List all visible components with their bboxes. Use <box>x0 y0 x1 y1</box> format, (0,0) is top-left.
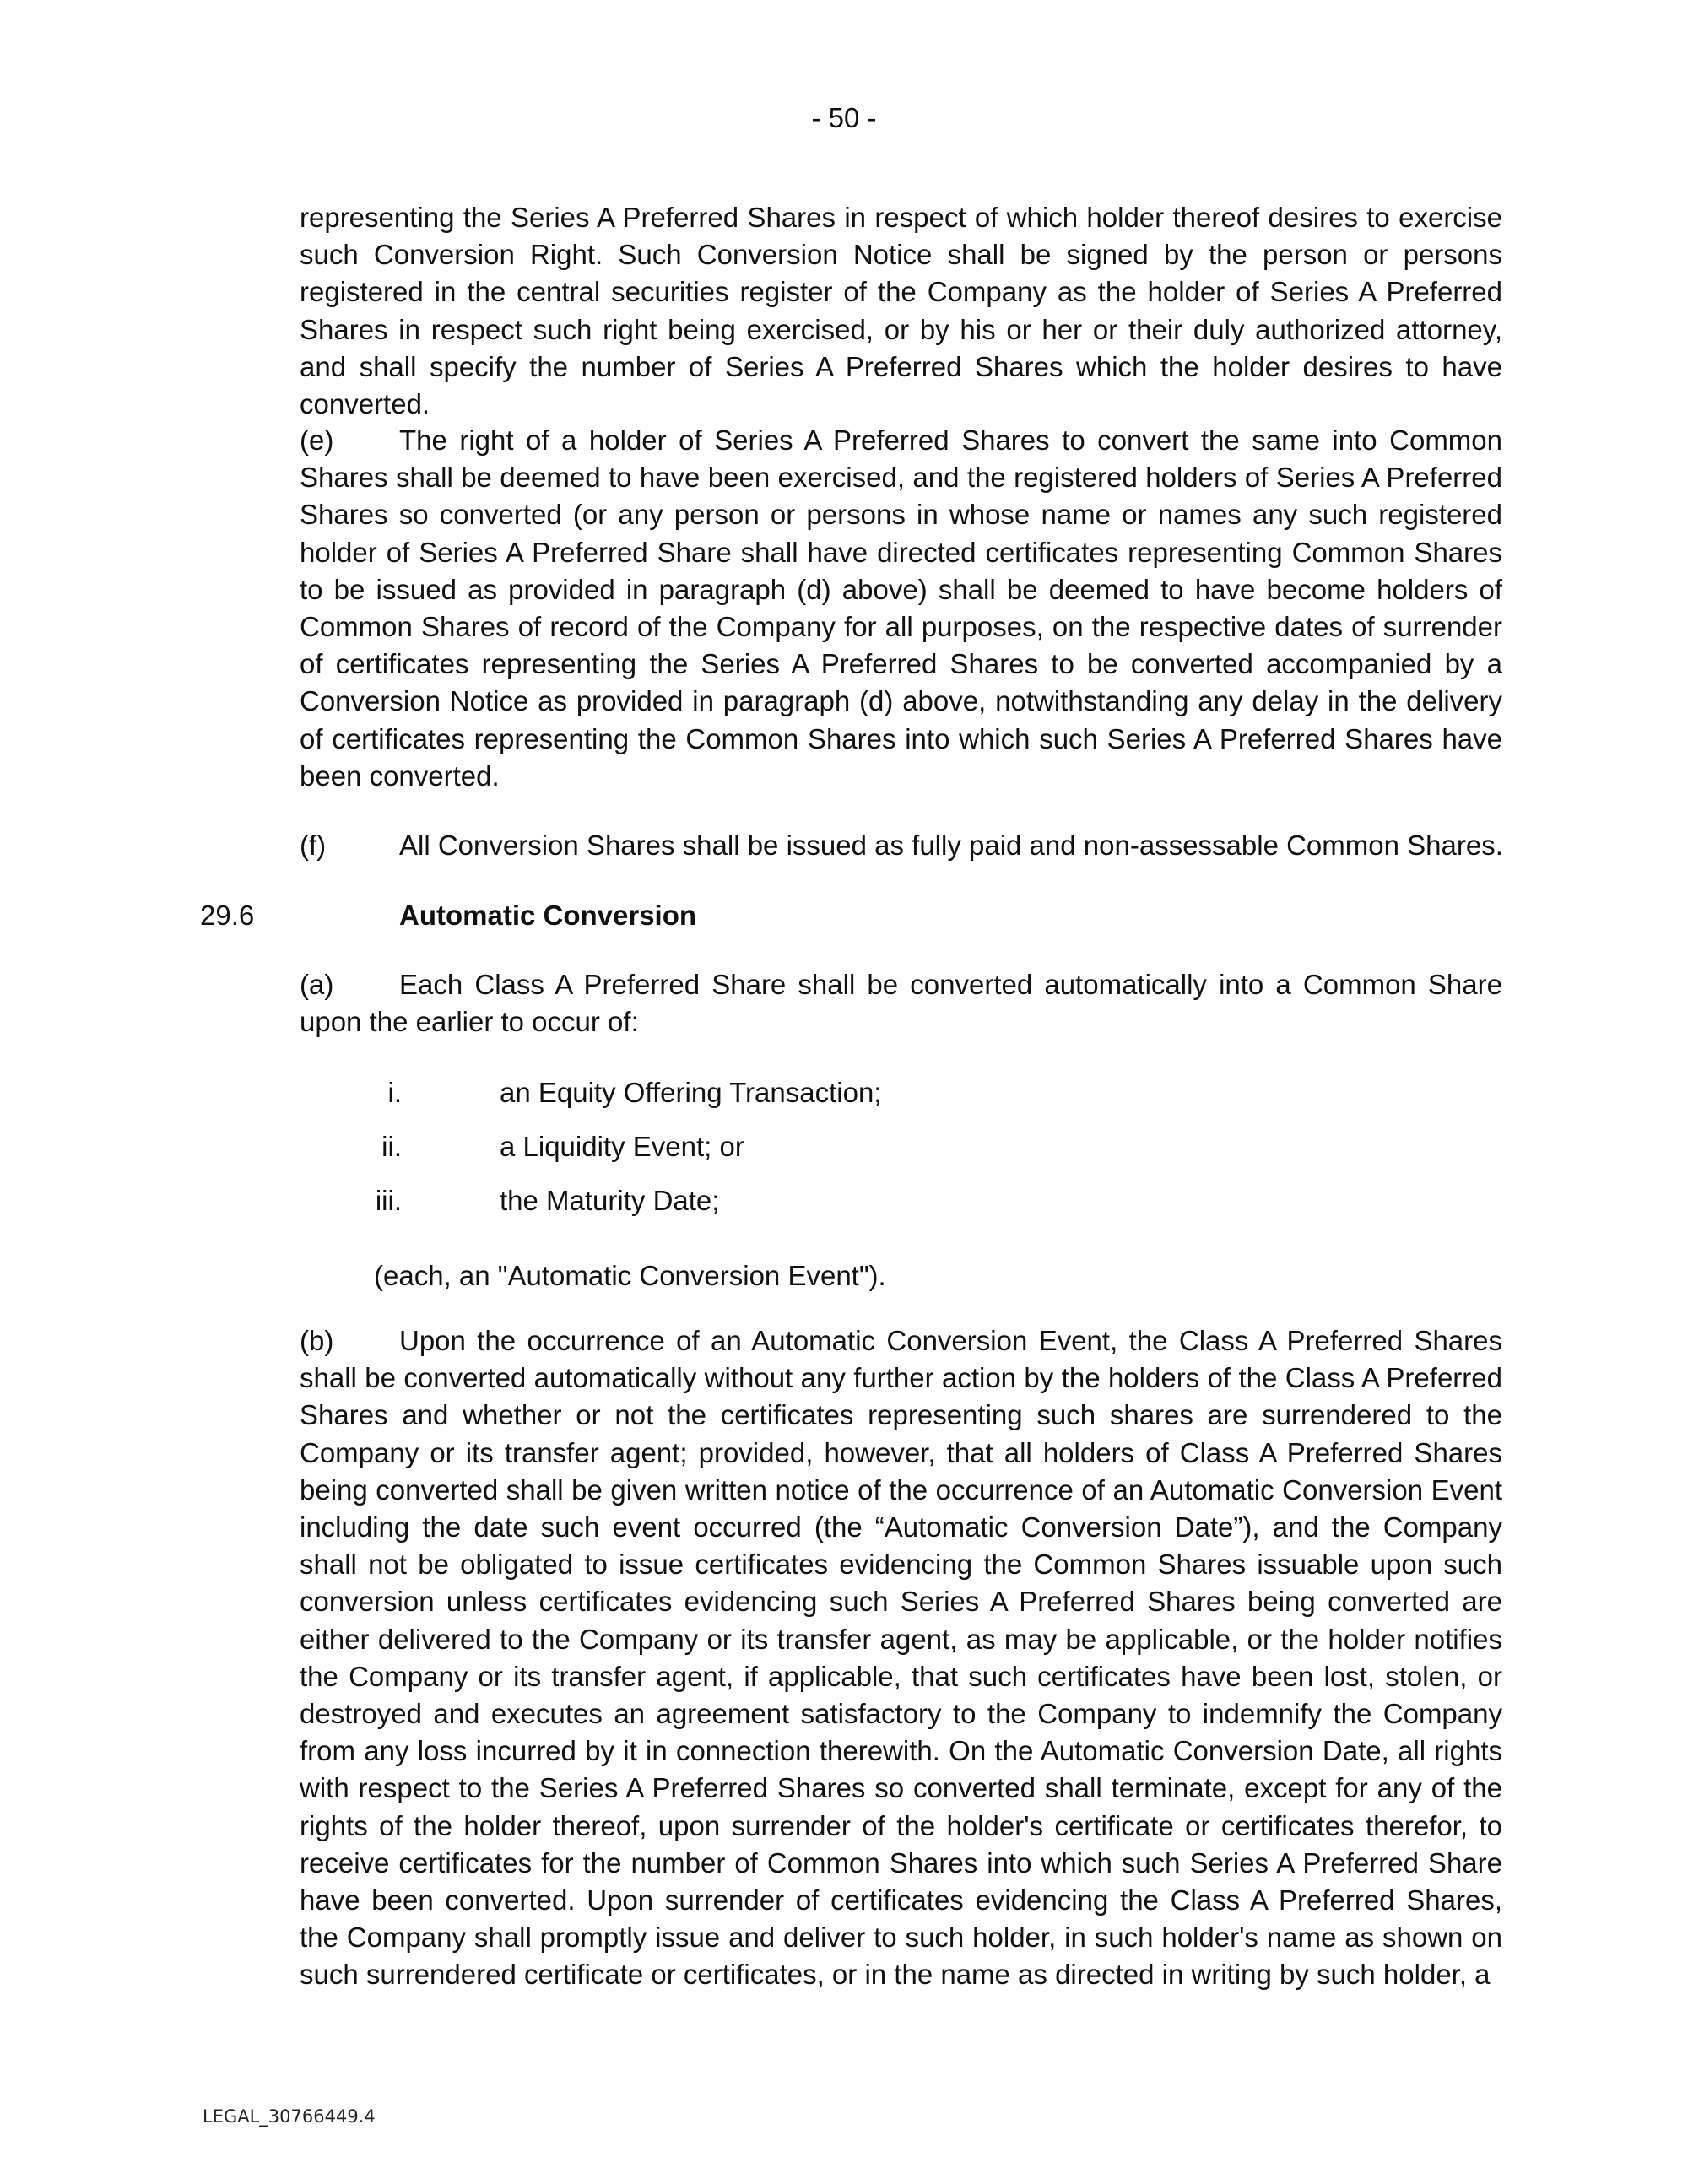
list-item-text: a Liquidity Event; or <box>500 1131 744 1162</box>
paragraph-b-text: Upon the occurrence of an Automatic Conversion Event, the Class A Preferred Shares shall be converted automatically without any further action by the holders of the Class A Preferred Shares and whether or not the certificates representing such shares are surrendered to the Company or its transfer agent; provided, however, that all holders of Class A Preferred Shares being converted shall be given written notice of the occurrence of an Automatic Conversion Event including the date such event occurred (the “Automatic Conversion Date”), and the Company shall not be obligated to issue certificates evidencing the Common Shares issuable upon such conversion unless certificates evidencing such Series A Preferred Shares being converted are either delivered to the Company or its transfer agent, as may be applicable, or the holder notifies the Company or its transfer agent, if applicable, that such certificates have been lost, stolen, or destroyed and executes an agreement satisfactory to the Company to indemnify the Company from any loss incurred by it in connection therewith. On the Automatic Conversion Date, all rights with respect to the Series A Preferred Shares so converted shall terminate, except for any of the rights of the holder thereof, upon surrender of the holder's certificate or certificates therefor, to receive certificates for the number of Common Shares into which such Series A Preferred Share have been converted. Upon surrender of certificates evidencing the Class A Preferred Shares, the Company shall promptly issue and deliver to such holder, in such holder's name as shown on such surrendered certificate or certificates, or in the name as directed in writing by such holder, a <box>300 1325 1502 1991</box>
paragraph-a-label: (a) <box>300 969 334 1000</box>
document-reference-footer: LEGAL_30766449.4 <box>203 2106 376 2127</box>
continuation-paragraph: representing the Series A Preferred Shares in respect of which holder thereof desires to exercise such Conversion Right. Such Conversion Notice shall be signed by the person or persons registered in the central securities register of the Company as the holder of Series A Preferred Shares in respect such right being exercised, or by his or her or their duly authorized attorney, and shall specify the number of Series A Preferred Shares which the holder desires to have converted. <box>300 202 1502 420</box>
paragraph-f-label: (f) <box>300 830 327 861</box>
paragraph-b-label: (b) <box>300 1325 334 1356</box>
list-item-number: ii. <box>381 1131 402 1162</box>
paragraph-f-text: All Conversion Shares shall be issued as fully paid and non-assessable Common Shares. <box>399 830 1503 861</box>
list-item-number: i. <box>387 1077 402 1108</box>
paragraph-e <box>300 422 1502 795</box>
paragraph-e-text: The right of a holder of Series A Preferred Shares to convert the same into Common Shares shall be deemed to have been exercised, and the registered holders of Series A Preferred Shares so converted (or any person or persons in whose name or names any such registered holder of Series A Preferred Share shall have directed certificates representing Common Shares to be issued as provided in paragraph (d) above) shall be deemed to have become holders of Common Shares of record of the Company for all purposes, on the respective dates of surrender of certificates representing the Series A Preferred Shares to be converted accompanied by a Conversion Notice as provided in paragraph (d) above, notwithstanding any delay in the delivery of certificates representing the Common Shares into which such Series A Preferred Shares have been converted. <box>300 424 1502 792</box>
section-title: Automatic Conversion <box>399 900 697 931</box>
list-item-text: an Equity Offering Transaction; <box>500 1077 882 1108</box>
page-number: - 50 - <box>811 102 877 133</box>
automatic-conversion-event-definition: (each, an "Automatic Conversion Event"). <box>374 1260 886 1291</box>
paragraph-a <box>300 966 1502 1041</box>
section-number: 29.6 <box>200 900 255 931</box>
paragraph-e-label: (e) <box>300 424 334 456</box>
list-item-text: the Maturity Date; <box>500 1185 720 1216</box>
paragraph-a-text: Each Class A Preferred Share shall be converted automatically into a Common Share upon the earlier to occur of: <box>300 969 1502 1038</box>
paragraph-b <box>300 1322 1502 1994</box>
paragraph-f <box>300 827 1503 864</box>
list-item-number: iii. <box>375 1185 402 1216</box>
